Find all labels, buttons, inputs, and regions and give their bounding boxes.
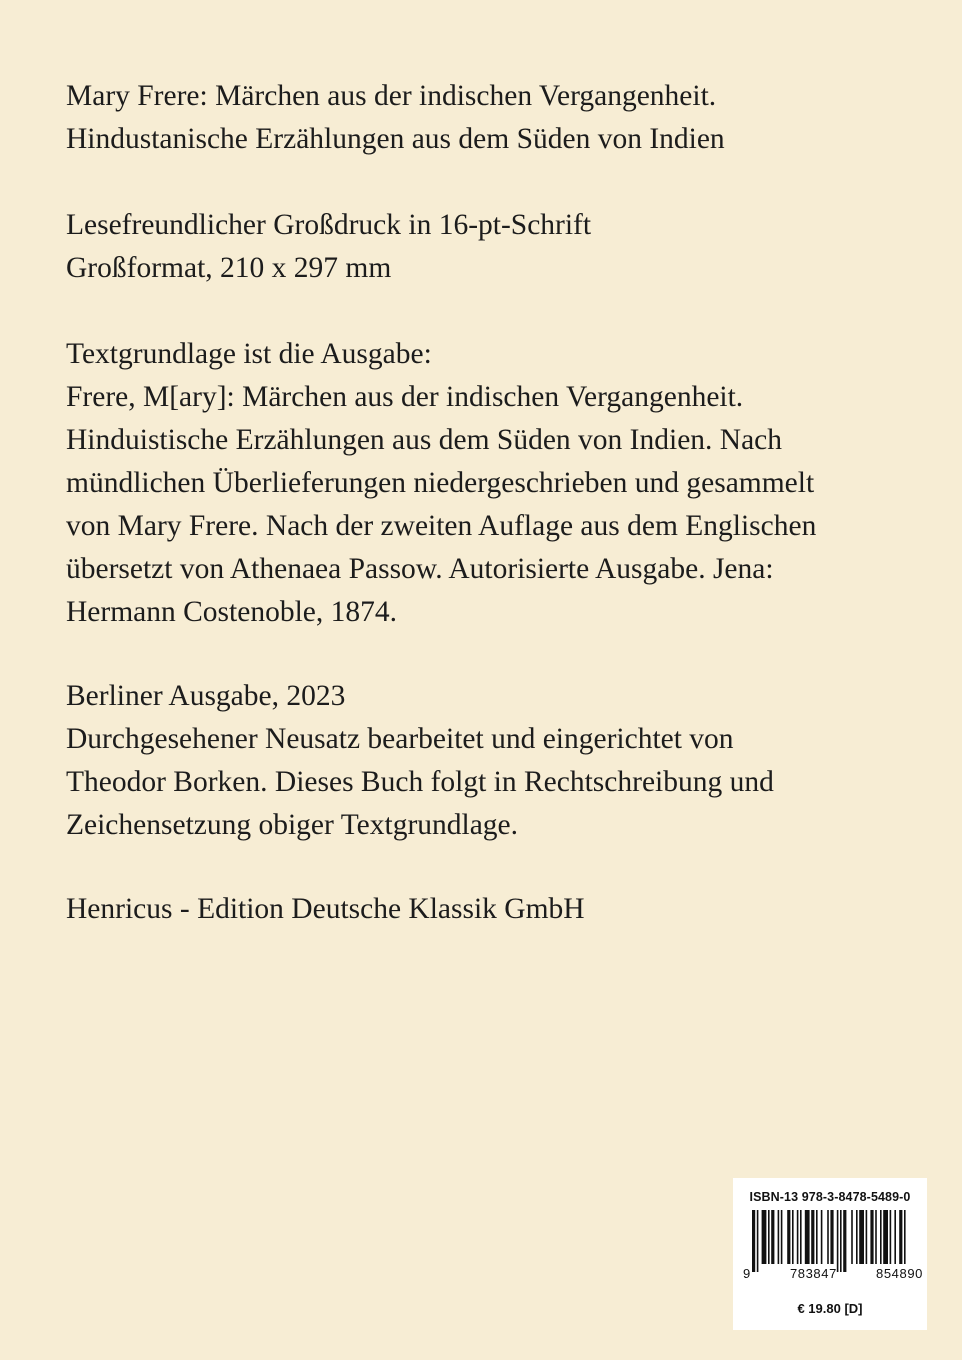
barcode-bar	[762, 1210, 767, 1264]
publisher-block: Henricus - Edition Deutsche Klassik GmbH	[66, 893, 585, 925]
barcode-bar	[827, 1210, 829, 1264]
price-label: € 19.80 [D]	[797, 1301, 863, 1316]
barcode-bar	[883, 1210, 888, 1264]
barcode-bar	[757, 1210, 759, 1272]
barcode-bar	[875, 1210, 877, 1264]
barcode-bar	[811, 1210, 814, 1264]
barcode-digits	[743, 1266, 923, 1281]
barcode-panel	[733, 1178, 927, 1330]
barcode-bar	[768, 1210, 770, 1264]
barcode-bar	[787, 1210, 790, 1264]
print-info-block: Lesefreundlicher Großdruck in 16-pt-Schrift Großformat, 210 x 297 mm	[66, 209, 592, 284]
barcode-bar	[830, 1210, 833, 1264]
barcode-bar	[890, 1210, 892, 1264]
barcode-bar	[821, 1210, 823, 1264]
barcode-bar	[778, 1210, 780, 1264]
barcode-bar	[880, 1210, 882, 1264]
barcode-bar	[856, 1210, 858, 1264]
barcode-bar	[797, 1210, 799, 1264]
barcode-bar	[816, 1210, 818, 1264]
barcode-bar	[851, 1210, 853, 1264]
source-edition-block: Textgrundlage ist die Ausgabe: Frere, M[ary]: Märchen aus der indischen Vergangenheit. Hinduistische Erzählungen aus dem Süden von Indien. Nach mündlichen Überlieferungen niedergeschrieben und gesammelt von Mary Frere. Nach der zweiten Auflage aus dem Englischen übersetzt von Athenaea Passow. Autorisierte Ausgabe. Jena: Hermann Costenoble, 1874.	[66, 338, 817, 628]
barcode-bar	[870, 1210, 873, 1264]
barcode-bar	[840, 1210, 842, 1272]
barcode-bar	[800, 1210, 802, 1264]
barcode-bar	[899, 1210, 902, 1264]
isbn-label: ISBN-13 978-3-8478-5489-0	[749, 1190, 911, 1204]
barcode-bar	[859, 1210, 864, 1264]
barcode-bar	[843, 1210, 846, 1272]
barcode-bar	[866, 1210, 868, 1264]
edition-note-block: Berliner Ausgabe, 2023 Durchgesehener Neusatz bearbeitet und eingerichtet von Theodor Borken. Dieses Buch folgt in Rechtschreibung und Zeichensetzung obiger Textgrundlage.	[66, 680, 774, 841]
barcode-digit-lead: 9	[743, 1266, 751, 1281]
barcode-bar	[752, 1210, 755, 1272]
barcode-bar	[904, 1210, 906, 1264]
barcode-digit-group-1: 783847	[789, 1266, 837, 1281]
barcode-bar	[781, 1210, 783, 1264]
barcode-bar	[805, 1210, 810, 1264]
barcode-bar	[894, 1210, 896, 1264]
barcode-bar	[792, 1210, 794, 1264]
barcode-bar	[771, 1210, 774, 1264]
barcode-bars	[752, 1210, 908, 1272]
barcode-bar	[837, 1210, 839, 1272]
barcode-digit-group-2: 854890	[876, 1266, 923, 1281]
title-block: Mary Frere: Märchen aus der indischen Vergangenheit. Hindustanische Erzählungen aus dem Süden von Indien	[66, 80, 725, 155]
